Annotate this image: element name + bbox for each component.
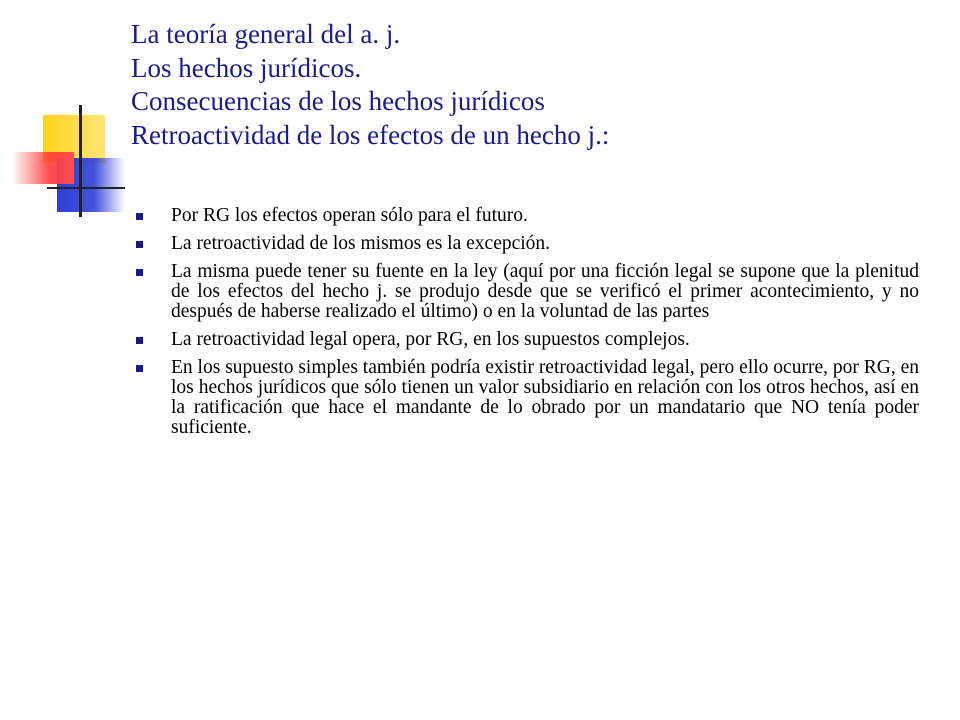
square-bullet-icon [136,365,143,372]
bullet-item [136,358,919,438]
bullet-item [136,206,919,226]
square-bullet-icon [136,213,143,220]
title-line-general-theory: La teoría general del a. j. [131,19,401,49]
bullet-item [136,234,919,254]
bullet-item [136,262,919,322]
logo-horizontal-line [47,187,125,189]
logo-red-square [12,152,74,184]
bullet-text: Por RG los efectos operan sólo para el futuro. [171,205,528,226]
bullet-text: La retroactividad de los mismos es la excepción. [171,233,551,254]
logo-vertical-line [79,105,82,217]
square-bullet-icon [136,269,143,276]
bullet-item [136,330,919,350]
square-bullet-icon [136,241,143,248]
decorative-squares-logo [0,0,140,230]
bullet-text: La misma puede tener su fuente en la ley (aquí por una ficción legal se supone que la plenitud de los efectos del hecho j. se produjo desde que se verificó el primer acontecimiento, y no después de haberse realizado el último) o en la voluntad de las partes [171,261,919,322]
title-line-legal-facts: Los hechos jurídicos. [131,52,362,83]
slide-title [131,18,931,152]
title-line-consequences: Consecuencias de los hechos jurídicos [131,86,545,116]
bullet-list [136,206,919,446]
title-line-retroactivity: Retroactividad de los efectos de un hecho j.: [131,119,610,150]
bullet-text: La retroactividad legal opera, por RG, en los supuestos complejos. [171,329,690,350]
square-bullet-icon [136,337,143,344]
bullet-text: En los supuesto simples también podría existir retroactividad legal, pero ello ocurre, por RG, en los hechos jurídicos que sólo tienen un valor subsidiario en relación con los otros hechos, así en la ratificación que hace el mandante de lo obrado por un mandatario que NO tenía poder suficiente. [171,357,919,438]
